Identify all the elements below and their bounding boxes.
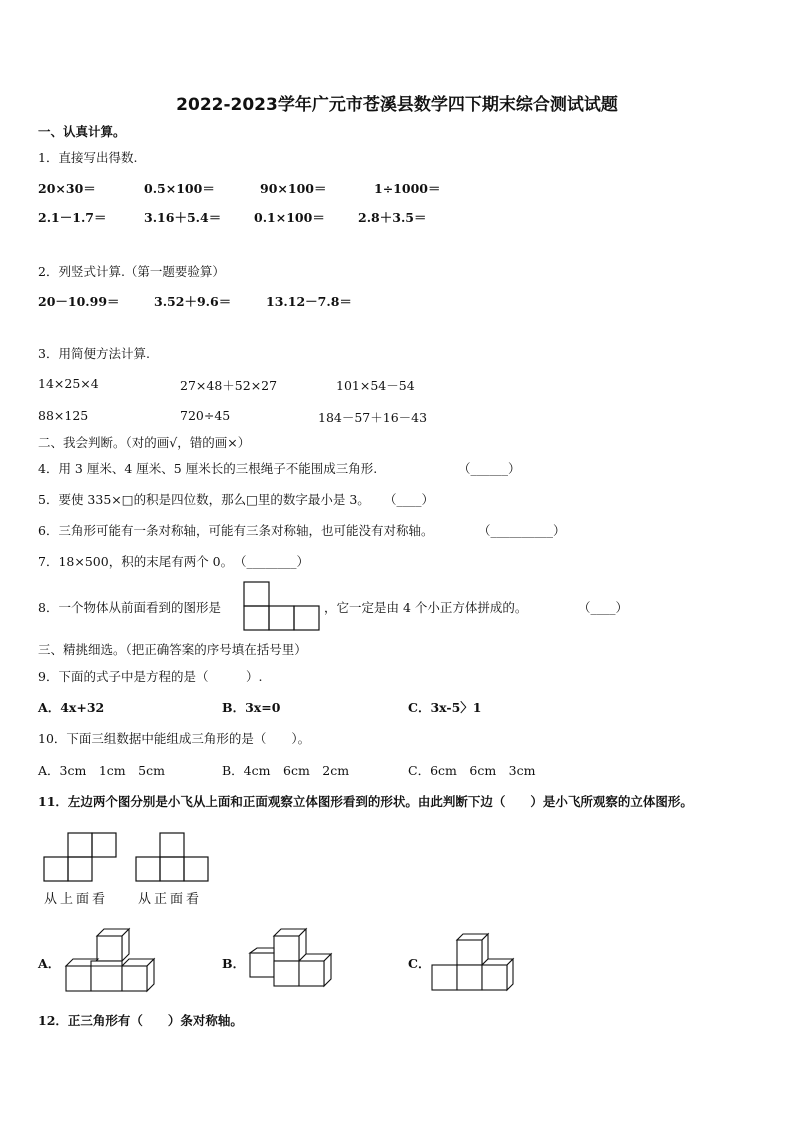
q8-text-before: 8．一个物体从前面看到的图形是 <box>38 600 221 615</box>
q2-item: 3.52＋9.6＝ <box>154 294 232 309</box>
q8-text-after: ，它一定是由 4 个小正方体拼成的。 <box>324 600 528 615</box>
q11-front-view-caption: 从正面看 <box>138 892 203 907</box>
q8-answer-blank[interactable]: （____） <box>578 600 629 615</box>
q2-label: 2．列竖式计算.（第一题要验算） <box>38 264 225 279</box>
q1-item: 2.1－1.7＝ <box>38 210 107 225</box>
q2-item: 13.12－7.8＝ <box>266 294 352 309</box>
q9-option-a[interactable]: A．4x+32 <box>38 700 105 715</box>
q1-item: 1÷1000＝ <box>374 181 441 196</box>
q1-item: 2.8＋3.5＝ <box>358 210 427 225</box>
q4-answer-blank[interactable]: （______） <box>458 461 521 476</box>
q2-item: 20－10.99＝ <box>38 294 120 309</box>
q11-option-c-label[interactable]: C． <box>408 956 431 971</box>
q6-answer-blank[interactable]: （__________） <box>478 523 566 538</box>
q7-text: 7．18×500，积的末尾有两个 0。 <box>38 554 234 569</box>
q9-option-c[interactable]: C．3x-5〉1 <box>408 700 482 715</box>
q11-option-a-label[interactable]: A． <box>38 956 61 971</box>
q11-option-c-figure[interactable] <box>430 930 520 994</box>
q1-label: 1．直接写出得数. <box>38 150 138 165</box>
q3-label: 3．用简便方法计算. <box>38 346 150 361</box>
q1-item: 90×100＝ <box>260 181 327 196</box>
q11-front-view-figure <box>134 832 212 884</box>
q3-item: 184－57＋16－43 <box>318 410 428 425</box>
q11-option-a-figure[interactable] <box>64 926 159 994</box>
q1-item: 3.16＋5.4＝ <box>144 210 222 225</box>
q10-option-a[interactable]: A．3cm 1cm 5cm <box>38 763 165 778</box>
q3-item: 27×48＋52×27 <box>180 378 278 393</box>
q11-top-view-figure <box>42 832 120 884</box>
section1-heading: 一、认真计算。 <box>38 124 126 139</box>
q5-answer-blank[interactable]: （____） <box>384 492 435 507</box>
q10-text: 10．下面三组数据中能组成三角形的是（ ）。 <box>38 731 311 746</box>
q10-option-b[interactable]: B．4cm 6cm 2cm <box>222 763 350 778</box>
q5-text: 5．要使 335×□的积是四位数，那么□里的数字最小是 3。 <box>38 492 370 507</box>
q10-option-c[interactable]: C．6cm 6cm 3cm <box>408 763 536 778</box>
q1-item: 0.5×100＝ <box>144 181 215 196</box>
section2-heading: 二、我会判断。（对的画√，错的画×） <box>38 435 251 450</box>
q11-top-view-caption: 从上面看 <box>44 892 109 907</box>
q3-item: 101×54－54 <box>336 378 415 393</box>
q3-item: 14×25×4 <box>38 376 99 391</box>
q3-item: 720÷45 <box>180 408 231 423</box>
q11-option-b-figure[interactable] <box>248 926 338 994</box>
q12-text: 12．正三角形有（ ）条对称轴。 <box>38 1013 243 1028</box>
section3-heading: 三、精挑细选。（把正确答案的序号填在括号里） <box>38 642 307 657</box>
q6-text: 6．三角形可能有一条对称轴，可能有三条对称轴，也可能没有对称轴。 <box>38 523 434 538</box>
q3-item: 88×125 <box>38 408 89 423</box>
q11-text: 11．左边两个图分别是小飞从上面和正面观察立体图形看到的形状。由此判断下边（ ）是小飞所观察的立体图形。 <box>38 794 693 809</box>
page-title: 2022-2023学年广元市苍溪县数学四下期末综合测试试题 <box>176 95 618 115</box>
q9-option-b[interactable]: B．3x=0 <box>222 700 281 715</box>
q1-item: 0.1×100＝ <box>254 210 325 225</box>
q1-item: 20×30＝ <box>38 181 96 196</box>
q4-text: 4．用 3 厘米、4 厘米、5 厘米长的三根绳子不能围成三角形. <box>38 461 378 476</box>
q9-text: 9．下面的式子中是方程的是（ ）. <box>38 669 263 684</box>
q7-answer-blank[interactable]: （________） <box>234 554 310 569</box>
q8-front-view-figure <box>242 580 322 632</box>
q11-option-b-label[interactable]: B． <box>222 956 246 971</box>
